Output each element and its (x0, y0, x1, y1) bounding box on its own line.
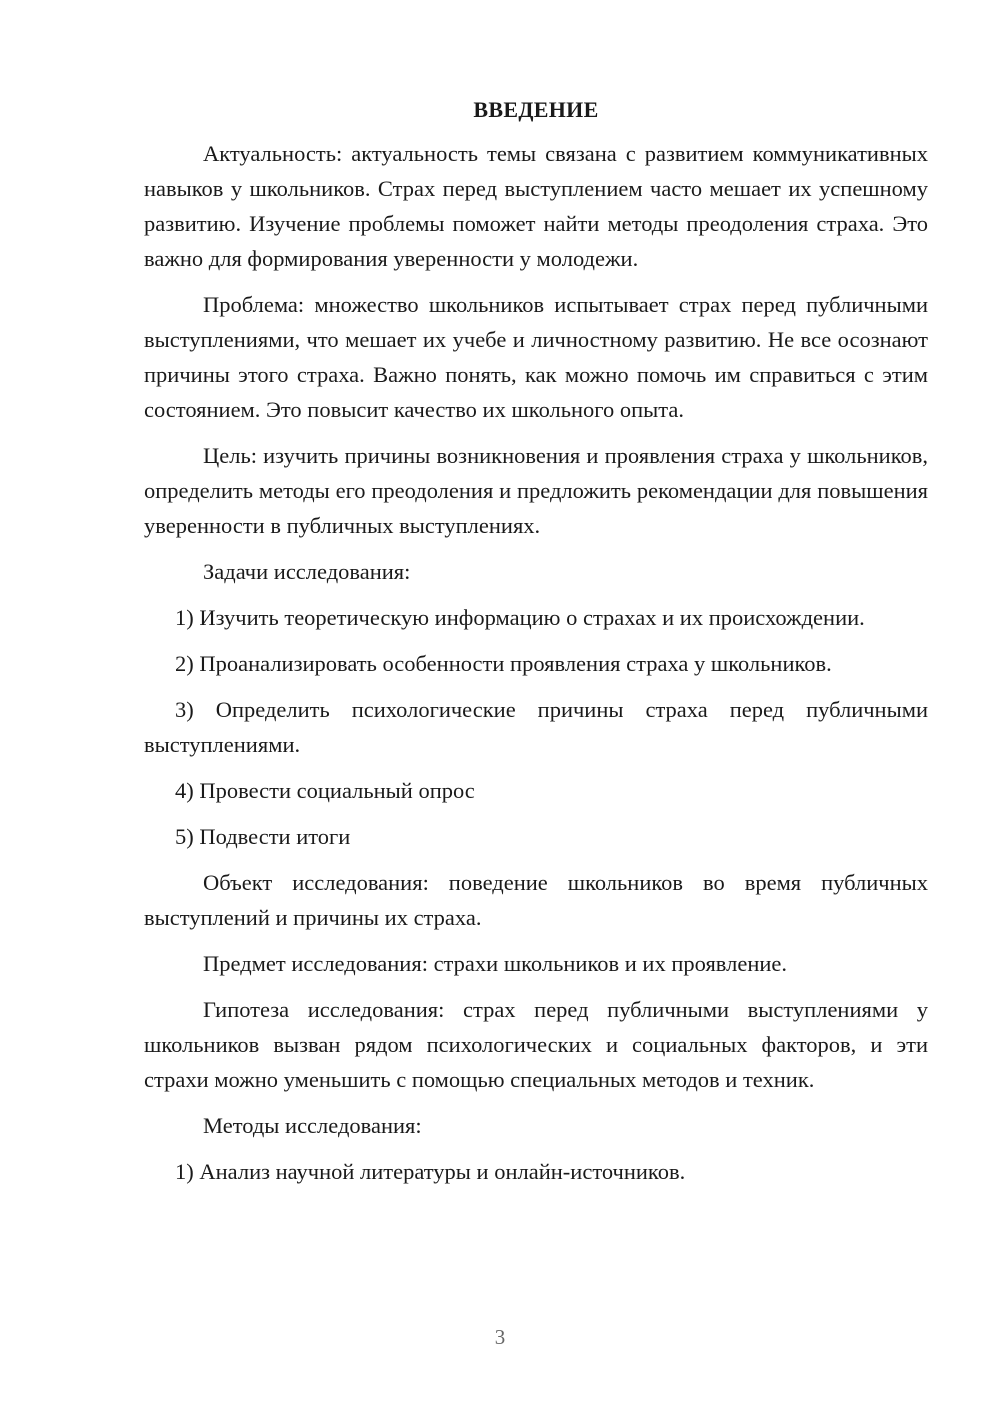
task-item: 1) Изучить теоретическую информацию о страхах и их происхождении. (175, 605, 865, 630)
task-item: 4) Провести социальный опрос (175, 778, 475, 803)
hypothesis-paragraph: Гипотеза исследования: страх перед публичными выступлениями у школьников вызван рядом психологических и социальных факторов, и эти страхи можно уменьшить с помощью специальных методов и техник. (144, 997, 928, 1092)
relevance-paragraph: Актуальность: актуальность темы связана с развитием коммуникативных навыков у школьников. Страх перед выступлением часто мешает их успешному развитию. Изучение проблемы поможет найти методы преодоления страха. Это важно для формирования уверенности у молодежи. (144, 141, 928, 271)
methods-title: Методы исследования: (203, 1113, 422, 1138)
task-item: 2) Проанализировать особенности проявления страха у школьников. (175, 651, 832, 676)
task-item: 3) Определить психологические причины страха перед публичными выступлениями. (144, 697, 928, 757)
section-heading: ВВЕДЕНИЕ (473, 97, 599, 122)
document-page (144, 92, 928, 1200)
goal-paragraph: Цель: изучить причины возникновения и проявления страха у школьников, определить методы его преодоления и предложить рекомендации для повышения уверенности в публичных выступлениях. (144, 443, 928, 538)
task-item: 5) Подвести итоги (175, 824, 351, 849)
method-item: 1) Анализ научной литературы и онлайн-источников. (175, 1159, 686, 1184)
tasks-title: Задачи исследования: (203, 559, 411, 584)
object-paragraph: Объект исследования: поведение школьников во время публичных выступлений и причины их страха. (144, 870, 928, 930)
subject-paragraph: Предмет исследования: страхи школьников и их проявление. (203, 951, 788, 976)
problem-paragraph: Проблема: множество школьников испытывает страх перед публичными выступлениями, что мешает их учебе и личностному развитию. Не все осознают причины этого страха. Важно понять, как можно помочь им справиться с этим состоянием. Это повысит качество их школьного опыта. (144, 292, 928, 422)
page-number: 3 (494, 1325, 506, 1349)
